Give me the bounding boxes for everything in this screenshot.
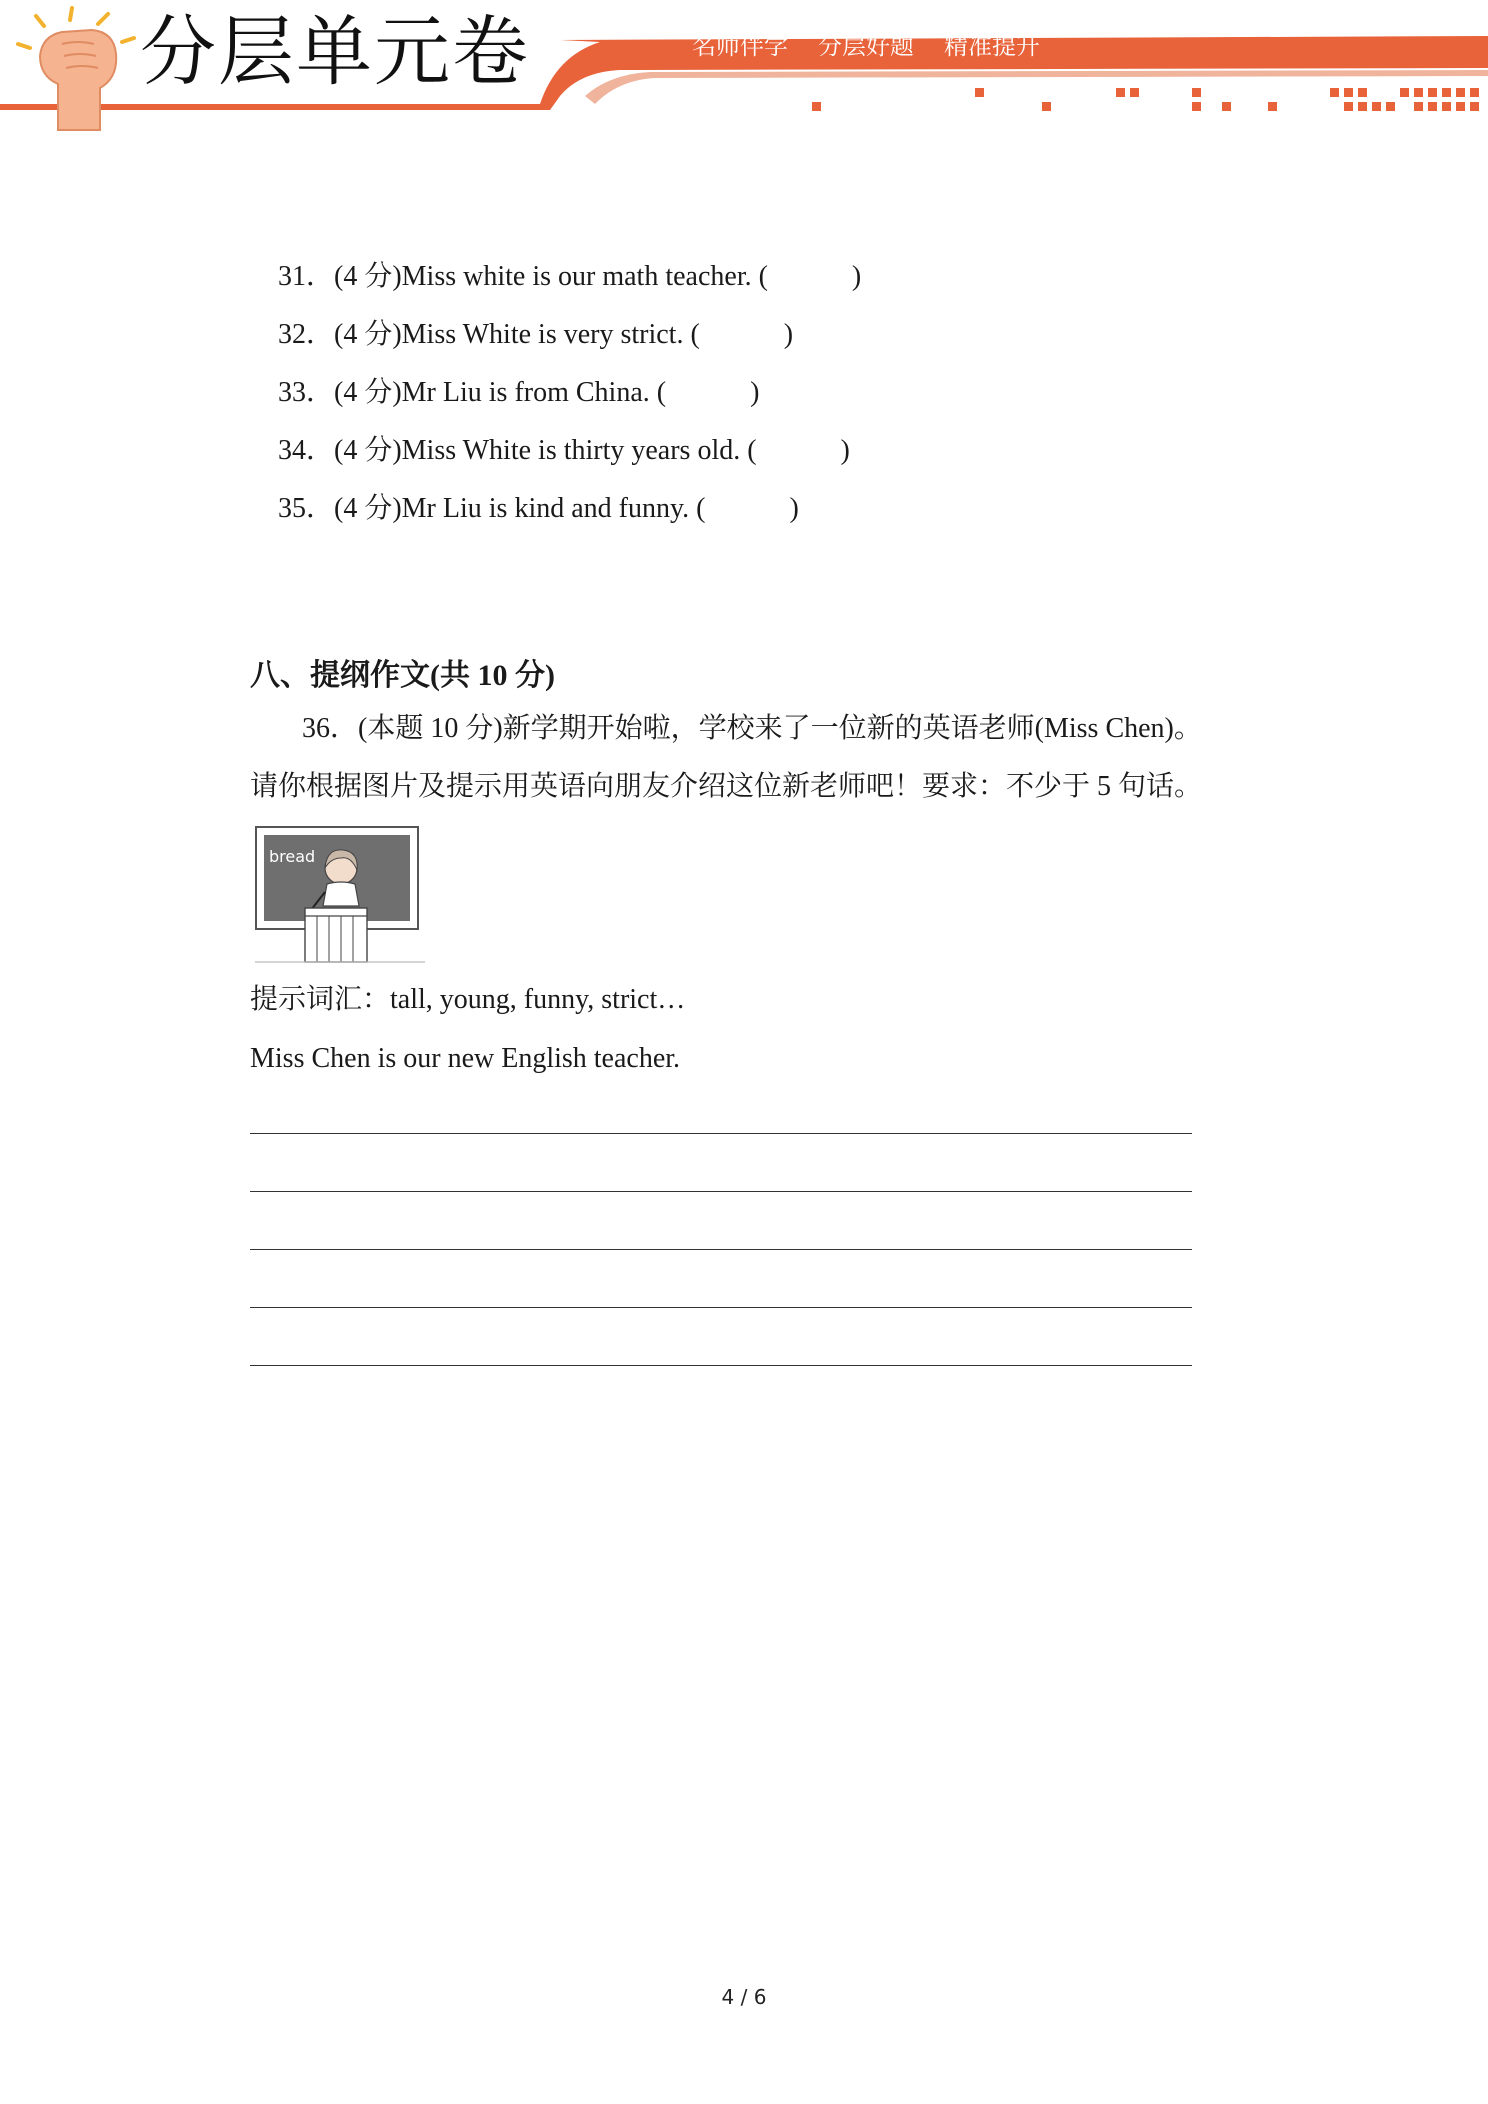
brand-title: 分层单元卷 xyxy=(140,7,530,96)
answer-line[interactable] xyxy=(250,1249,1192,1250)
essay-opening-sentence: Miss Chen is our new English teacher. xyxy=(250,1043,681,1074)
question-number: 35． xyxy=(278,492,335,524)
section-title: 八、提纲作文(共 10 分) xyxy=(250,659,555,692)
answer-line[interactable] xyxy=(250,1191,1192,1192)
question-number: 34． xyxy=(278,434,335,466)
fist-icon xyxy=(18,8,134,130)
question-35 xyxy=(250,458,799,559)
slogan-3: 精准提升 xyxy=(944,32,1040,60)
answer-line[interactable] xyxy=(250,1365,1192,1366)
answer-line[interactable] xyxy=(250,1133,1192,1134)
answer-line[interactable] xyxy=(250,1307,1192,1308)
writing-prompt-line-2: 请你根据图片及提示用英语向朋友介绍这位新老师吧！要求：不少于 5 句话。 xyxy=(250,771,1203,802)
hint-vocabulary: 提示词汇：tall, young, funny, strict… xyxy=(250,984,686,1015)
question-number: 33． xyxy=(278,376,335,408)
writing-prompt-line-1: 36．(本题 10 分)新学期开始啦，学校来了一位新的英语老师(Miss Chen)。 xyxy=(302,713,1202,744)
teacher-picture xyxy=(255,826,425,966)
question-text: (4 分)Mr Liu is kind and funny. ( ) xyxy=(334,492,799,524)
page-number: 4 / 6 xyxy=(721,1985,767,2009)
question-text: (4 分)Miss White is thirty years old. ( ) xyxy=(334,434,850,466)
question-number: 31． xyxy=(278,260,335,292)
question-text: (4 分)Miss white is our math teacher. ( ) xyxy=(334,260,862,292)
question-text: (4 分)Mr Liu is from China. ( ) xyxy=(334,376,760,408)
blackboard-word: bread xyxy=(269,847,316,866)
question-number: 32． xyxy=(278,318,335,350)
question-text: (4 分)Miss White is very strict. ( ) xyxy=(334,318,794,350)
slogan-1: 名师伴学 xyxy=(692,32,788,60)
slogan-2: 分层好题 xyxy=(818,32,914,60)
page-header xyxy=(0,0,1488,140)
